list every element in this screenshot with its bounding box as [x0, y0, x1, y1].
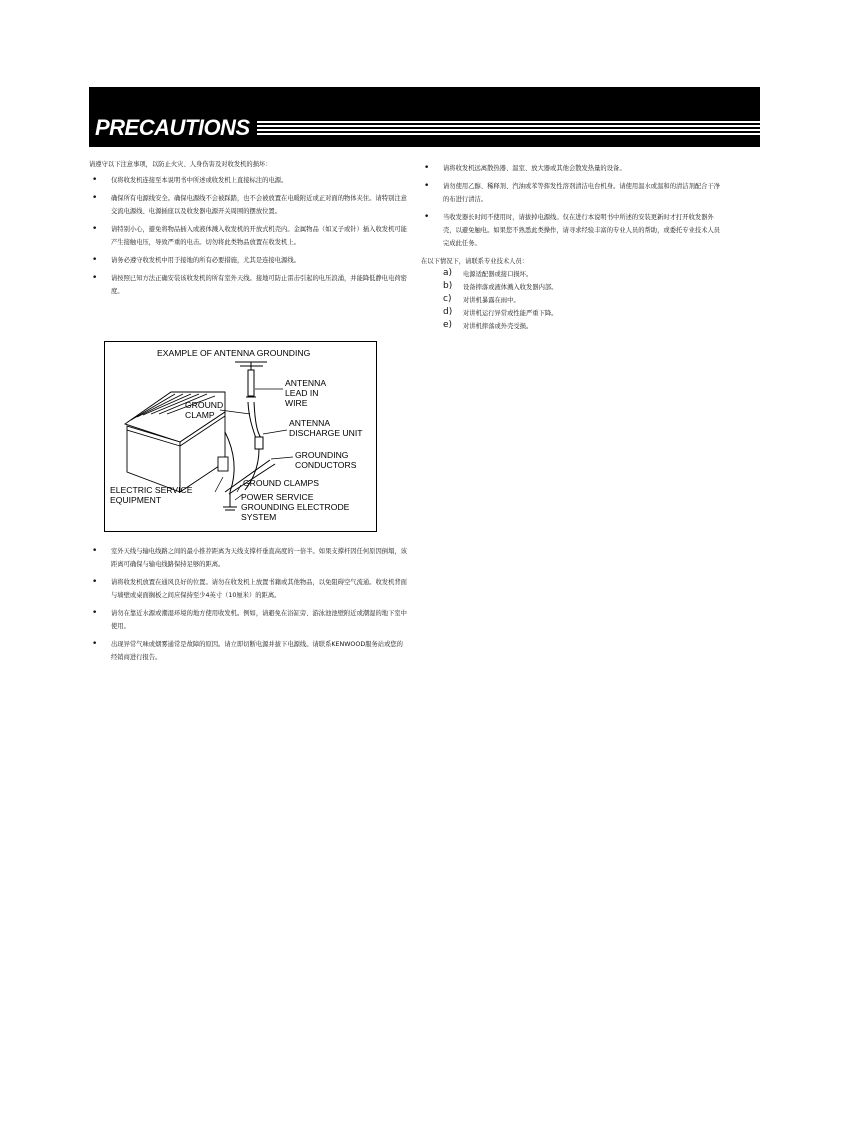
figure-title: EXAMPLE OF ANTENNA GROUNDING [157, 348, 311, 358]
list-item: • 请特别小心，避免将物品插入或液体溅入收发机的开放式机壳内。金属物品（如叉子或针）插入收发机可能产生接触电压，导致严重的电击。切勿将此类物品放置在收发机上。 [89, 223, 409, 249]
list-item: • 室外天线与输电线路之间的最小推荐距离为天线支撑杆垂直高度的一倍半。如果支撑杆因任何原因倒塌，该距离可确保与输电线路保持足够的距离。 [89, 545, 409, 571]
list-item: e) 对讲机摔落或外壳受损。 [443, 320, 533, 330]
list-item: • 请勿使用乙醇、稀释剂、汽油或苯等挥发性溶剂清洁电台机身。请使用温水或温和的清洁剂配合干净的布进行清洁。 [421, 180, 721, 206]
list-item: • 当收发器长时间不使用时，请拔掉电源线。仅在进行本说明书中所述的安装更新时才打开收发器外壳，以避免触电。如果您不熟悉此类操作，请寻求经验丰富的专业人员的帮助，或委托专业技术人员完成此任务。 [421, 211, 721, 250]
bullet-list-bottom [89, 545, 409, 664]
label-power-service-grounding-electrode-system: POWER SERVICE GROUNDING ELECTRODE SYSTEM [241, 492, 350, 522]
left-column-bottom [89, 545, 409, 669]
label-antenna-discharge-unit: ANTENNA DISCHARGE UNIT [289, 418, 363, 438]
alpha-list [421, 268, 721, 333]
header-bar [89, 87, 760, 147]
contact-intro: 在以下情况下，请联系专业技术人员： [421, 258, 529, 265]
bullet-list-top [89, 174, 409, 298]
header-rules [257, 121, 760, 135]
list-item: • 请务必遵守收发机中用于接地的所有必要措施，尤其是连接电源线。 [89, 254, 409, 267]
list-item: b) 设备摔落或液体溅入收发器内部。 [443, 281, 558, 291]
antenna-grounding-figure [104, 341, 377, 532]
list-item: • 请将收发机远离散热器、温室、放大器或其他会散发热量的设备。 [421, 162, 721, 175]
list-item: • 出现异常气味或烟雾通常是故障的原因。请立即切断电源并拔下电源线。请联系KENWOOD服务站或您的经销商进行报告。 [89, 638, 409, 664]
label-electric-service-equipment: ELECTRIC SERVICE EQUIPMENT [110, 485, 193, 505]
page-title: PRECAUTIONS [95, 115, 250, 140]
list-item: a) 电源适配器或接口损坏。 [443, 268, 533, 278]
list-item: c) 对讲机暴露在雨中。 [443, 294, 520, 304]
right-column [421, 162, 721, 333]
label-antenna-lead-in-wire: ANTENNA LEAD IN WIRE [285, 378, 326, 408]
label-ground-clamps: GROUND CLAMPS [243, 478, 319, 488]
list-item: • 仅将收发机连接至本说明书中所述或收发机上直接标注的电源。 [89, 174, 409, 187]
list-item: • 请勿在靠近水源或潮湿环境的地方使用收发机。例如，请避免在浴缸旁、游泳池池壁附近或潮湿的地下室中使用。 [89, 607, 409, 633]
intro-text: 请遵守以下注意事项，以防止火灾、人身伤害及对收发机的损坏： [89, 161, 272, 168]
list-item: • 请将收发机放置在通风良好的位置。请勿在收发机上放置书籍或其他物品，以免阻碍空气流通。收发机背面与墙壁或桌面搁板之间应保持至少4英寸（10厘米）的距离。 [89, 576, 409, 602]
list-item: d) 对讲机运行异常或性能严重下降。 [443, 307, 558, 317]
label-grounding-conductors: GROUNDING CONDUCTORS [295, 450, 357, 470]
list-item: • 请按照已知方法正确安装该收发机的所有室外天线。接地可防止雷击引起的电压浪涌，并能降低静电电荷密度。 [89, 272, 409, 298]
left-column-top [89, 158, 409, 303]
antenna-grounding-diagram [105, 342, 376, 531]
label-ground-clamp: GROUND CLAMP [185, 400, 224, 420]
list-item: • 确保所有电源线安全。确保电源线不会被踩踏，也不会被放置在电暖附近或正对面的物体夹住。请特别注意交流电源线、电源插座以及收发器电源开关周围的摆放位置。 [89, 192, 409, 218]
bullet-list-right [421, 162, 721, 250]
